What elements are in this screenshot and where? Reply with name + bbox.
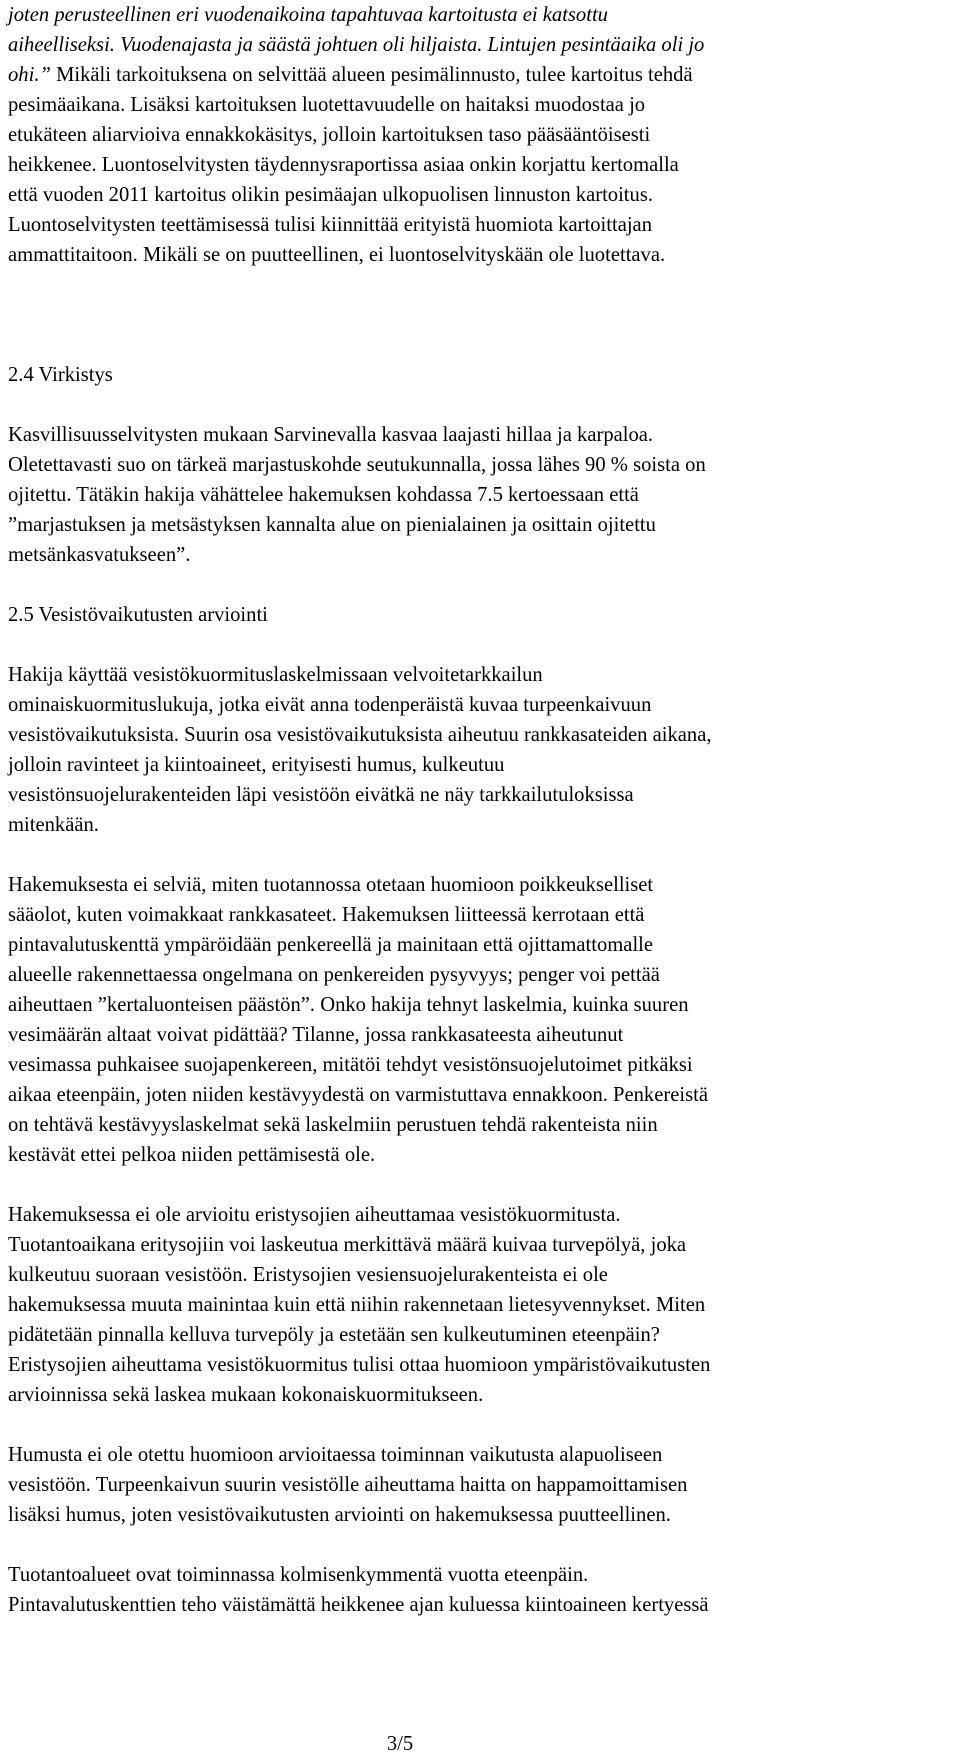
text-line: Tuotantoalueet ovat toiminnassa kolmisenkymmentä vuotta eteenpäin. — [8, 1564, 589, 1586]
text-line: että vuoden 2011 kartoitus olikin pesimäajan ulkopuolisen linnuston kartoitus. — [8, 184, 653, 206]
spacer — [8, 570, 952, 600]
text-line: vesimassa puhkaisee suojapenkereen, mitätöi tehdyt vesistönsuojelutoimet pitkäksi — [8, 1054, 693, 1076]
text-line: mitenkään. — [8, 814, 99, 836]
text-line: arvioinnissa sekä laskea mukaan kokonaiskuormitukseen. — [8, 1384, 484, 1406]
text-line: Hakemuksesta ei selviä, miten tuotannossa otetaan huomioon poikkeukselliset — [8, 874, 654, 896]
text-line: kestävät ettei pelkoa niiden pettämisestä ole. — [8, 1144, 376, 1166]
text-line: pintavalutuskenttä ympäröidään penkereellä ja mainitaan että ojittamattomalle — [8, 934, 654, 956]
spacer — [8, 1530, 952, 1560]
text-line: vesistönsuojelurakenteiden läpi vesistöön eivätkä ne näy tarkkailutuloksissa — [8, 784, 634, 806]
text-line: ammattitaitoon. Mikäli se on puutteellinen, ei luontoselvityskään ole luotettava. — [8, 244, 666, 266]
text-line: metsänkasvatukseen”. — [8, 544, 191, 566]
spacer — [8, 630, 952, 660]
text-line: heikkenee. Luontoselvitysten täydennysraportissa asiaa onkin korjattu kertomalla — [8, 154, 679, 176]
text-line: joten perusteellinen eri vuodenaikoina tapahtuvaa kartoitusta ei katsottu — [8, 4, 608, 26]
text-line: Hakemuksessa ei ole arvioitu eristysojien aiheuttamaa vesistökuormitusta. — [8, 1204, 621, 1226]
section-2-4-paragraph — [8, 420, 952, 570]
text-line: jolloin ravinteet ja kiintoaineet, erityisesti humus, kulkeutuu — [8, 754, 505, 776]
section-heading-vesistovaikutukset: 2.5 Vesistövaikutusten arviointi — [8, 604, 268, 626]
text-line: vesimäärän altaat voivat pidättää? Tilanne, jossa rankkasateesta aiheutunut — [8, 1024, 624, 1046]
spacer — [8, 390, 952, 420]
text-line: sääolot, kuten voimakkaat rankkasateet. Hakemuksen liitteessä kerrotaan että — [8, 904, 645, 926]
section-2-5-paragraph-3 — [8, 1200, 952, 1410]
section-2-5-paragraph-1 — [8, 660, 952, 840]
section-2-5-paragraph-2 — [8, 870, 952, 1170]
text-line: Luontoselvitysten teettämisessä tulisi kiinnittää erityistä huomiota kartoittajan — [8, 214, 652, 236]
text-line: vesistövaikutuksista. Suurin osa vesistövaikutuksista aiheutuu rankkasateiden aikana, — [8, 724, 712, 746]
text-line — [8, 60, 952, 90]
text-line: Humusta ei ole otettu huomioon arvioitaessa toiminnan vaikutusta alapuoliseen — [8, 1444, 663, 1466]
text-line: on tehtävä kestävyyslaskelmat sekä laskelmiin perustuen tehdä rakenteista niin — [8, 1114, 658, 1136]
section-2-5-paragraph-4 — [8, 1440, 952, 1530]
text-line — [8, 270, 952, 300]
text-line: ominaiskuormituslukuja, jotka eivät anna todenperäistä kuvaa turpeenkaivuun — [8, 694, 652, 716]
spacer — [8, 840, 952, 870]
text-line: ”marjastuksen ja metsästyksen kannalta alue on pienialainen ja osittain ojitettu — [8, 514, 656, 536]
document-page — [8, 0, 952, 1620]
spacer — [8, 1170, 952, 1200]
text-line: Tuotantoaikana eritysojiin voi laskeutua merkittävä määrä kuivaa turvepölyä, joka — [8, 1234, 687, 1256]
page-number: 3/5 — [386, 1733, 414, 1755]
text-line: Oletettavasti suo on tärkeä marjastuskohde seutukunnalla, jossa lähes 90 % soista on — [8, 454, 706, 476]
text-span: Mikäli tarkoituksena on selvittää alueen pesimälinnusto, tulee kartoitus tehdä — [50, 64, 693, 86]
text-line — [8, 300, 952, 330]
text-line: Eristysojien aiheuttama vesistökuormitus tulisi ottaa huomioon ympäristövaikutusten — [8, 1354, 711, 1376]
section-heading-virkistys: 2.4 Virkistys — [8, 364, 113, 386]
text-line: Kasvillisuusselvitysten mukaan Sarvinevalla kasvaa laajasti hillaa ja karpaloa. — [8, 424, 654, 446]
text-line: hakemuksessa muuta mainintaa kuin että niihin rakennetaan lietesyvennykset. Miten — [8, 1294, 706, 1316]
text-line: kulkeutuu suoraan vesistöön. Eristysojien vesiensuojelurakenteista ei ole — [8, 1264, 608, 1286]
text-line: pidätetään pinnalla kelluva turvepöly ja estetään sen kulkeutuminen eteenpäin? — [8, 1324, 660, 1346]
text-line: ojitettu. Tätäkin hakija vähättelee hakemuksen kohdassa 7.5 kertoessaan että — [8, 484, 639, 506]
text-line: alueelle rakennettaessa ongelmana on penkereiden pysyvyys; penger voi pettää — [8, 964, 660, 986]
spacer — [8, 330, 952, 360]
text-line: Hakija käyttää vesistökuormituslaskelmissaan velvoitetarkkailun — [8, 664, 543, 686]
text-line: aikaa eteenpäin, joten niiden kestävyydestä on varmistuttava ennakkoon. Penkereistä — [8, 1084, 708, 1106]
text-line: aiheelliseksi. Vuodenajasta ja säästä johtuen oli hiljaista. Lintujen pesintäaika oli jo — [8, 34, 705, 56]
text-line: etukäteen aliarvioiva ennakkokäsitys, jolloin kartoituksen taso pääsääntöisesti — [8, 124, 651, 146]
text-line: aiheuttaen ”kertaluonteisen päästön”. Onko hakija tehnyt laskelmia, kuinka suuren — [8, 994, 689, 1016]
text-line: Pintavalutuskenttien teho väistämättä heikkenee ajan kuluessa kiintoaineen kertyessä — [8, 1594, 709, 1616]
section-2-5-paragraph-5 — [8, 1560, 952, 1620]
text-line: lisäksi humus, joten vesistövaikutusten arviointi on hakemuksessa puutteellinen. — [8, 1504, 671, 1526]
text-line: vesistöön. Turpeenkaivun suurin vesistölle aiheuttama haitta on happamoittamisen — [8, 1474, 688, 1496]
spacer — [8, 1410, 952, 1440]
quote-end: ohi.” — [8, 64, 51, 86]
intro-paragraph — [8, 0, 952, 330]
text-line: pesimäaikana. Lisäksi kartoituksen luotettavuudelle on haitaksi muodostaa jo — [8, 94, 646, 116]
